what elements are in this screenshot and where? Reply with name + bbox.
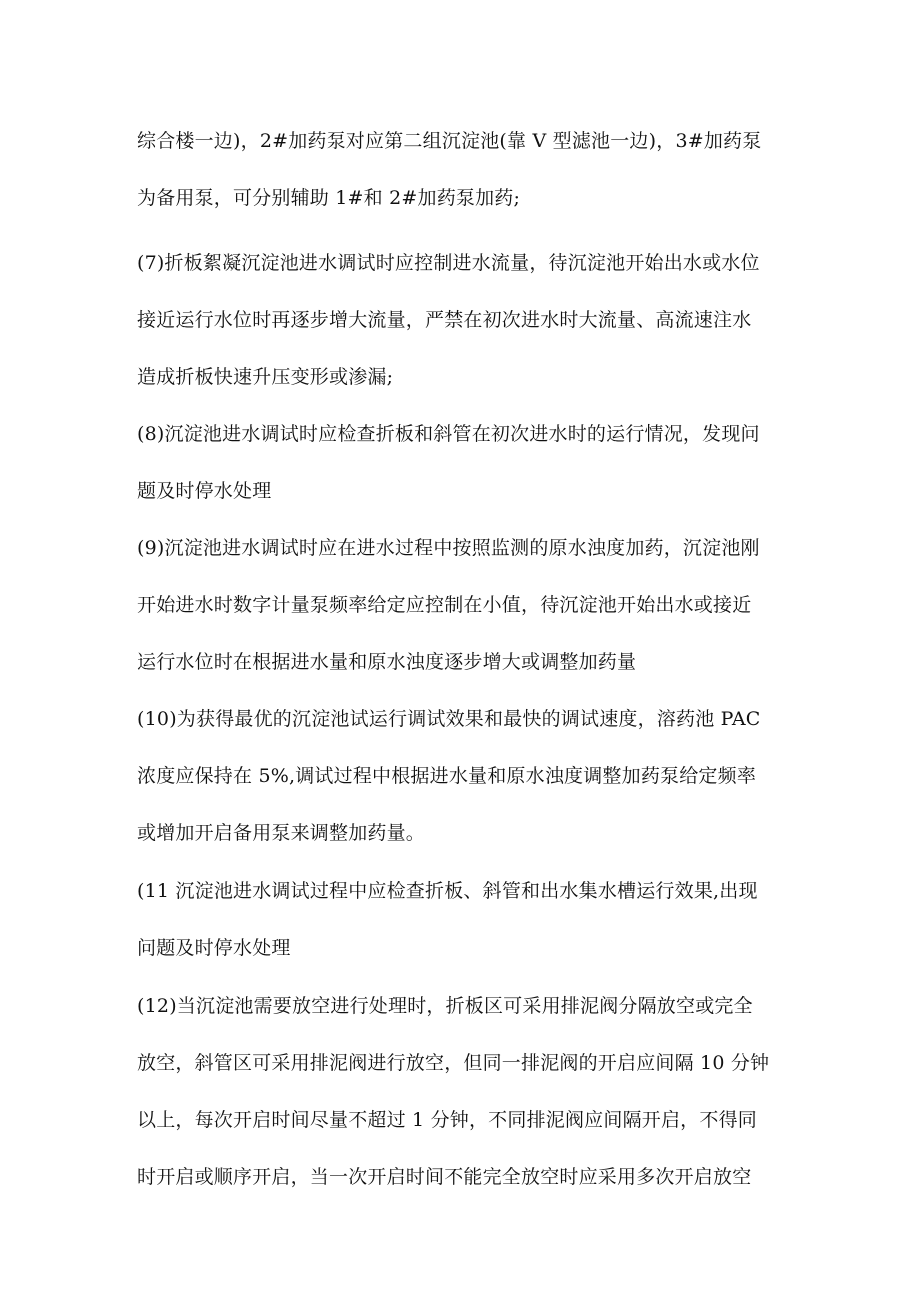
text-line: 造成折板快速升压变形或渗漏; <box>137 366 394 388</box>
text-line: (8)沉淀池进水调试时应检查折板和斜管在初次进水时的运行情况，发现问 <box>137 423 760 445</box>
text-line: 为备用泵，可分别辅助 1#和 2#加药泵加药; <box>137 187 521 209</box>
text-line: 题及时停水处理 <box>137 480 272 502</box>
text-line: 或增加开启备用泵来调整加药量。 <box>137 822 426 844</box>
text-line: (12)当沉淀池需要放空进行处理时，折板区可采用排泥阀分隔放空或完全 <box>137 995 753 1017</box>
paragraph-item-7 <box>137 235 787 406</box>
paragraph-item-8 <box>137 406 787 520</box>
text-line: 运行水位时在根据进水量和原水浊度逐步增大或调整加药量 <box>137 651 637 673</box>
text-line: 放空，斜管区可采用排泥阀进行放空，但同一排泥阀的开启应间隔 10 分钟 <box>137 1052 770 1074</box>
text-line: 浓度应保持在 5%,调试过程中根据进水量和原水浊度调整加药泵给定频率 <box>137 765 757 787</box>
paragraph-item-9 <box>137 520 787 691</box>
paragraph-continuation <box>137 113 787 227</box>
text-line: (9)沉淀池进水调试时应在进水过程中按照监测的原水浊度加药，沉淀池刚 <box>137 537 760 559</box>
text-line: (11 沉淀池进水调试过程中应检查折板、斜管和出水集水槽运行效果,出现 <box>137 880 758 902</box>
text-line: 接近运行水位时再逐步增大流量，严禁在初次进水时大流量、高流速注水 <box>137 309 752 331</box>
text-line: 时开启或顺序开启，当一次开启时间不能完全放空时应采用多次开启放空 <box>137 1166 752 1188</box>
text-line: 以上，每次开启时间尽量不超过 1 分钟，不同排泥阀应间隔开启，不得同 <box>137 1109 757 1131</box>
text-line: 问题及时停水处理 <box>137 937 291 959</box>
paragraph-item-12 <box>137 978 787 1206</box>
text-line: 开始进水时数字计量泵频率给定应控制在小值，待沉淀池开始出水或接近 <box>137 594 752 616</box>
text-line: (7)折板絮凝沉淀池进水调试时应控制进水流量，待沉淀池开始出水或水位 <box>137 252 760 274</box>
text-line: (10)为获得最优的沉淀池试运行调试效果和最快的调试速度，溶药池 PAC <box>137 708 761 730</box>
text-line: 综合楼一边)，2#加药泵对应第二组沉淀池(靠 V 型滤池一边)，3#加药泵 <box>137 130 762 152</box>
paragraph-item-10 <box>137 691 787 862</box>
paragraph-item-11 <box>137 863 787 977</box>
